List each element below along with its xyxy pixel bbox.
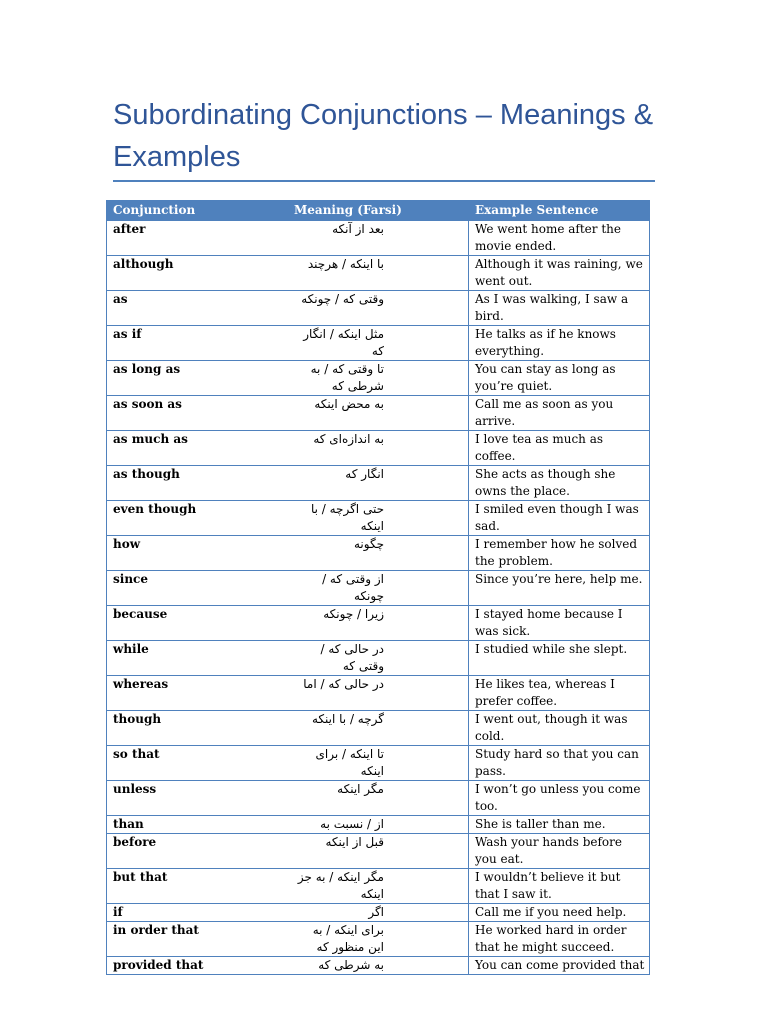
meaning-cell: با اینکه / هرچند — [288, 256, 469, 291]
page-title: Subordinating Conjunctions – Meanings & Examples — [113, 99, 654, 173]
table-row — [107, 834, 650, 869]
table-row — [107, 361, 650, 396]
meaning-cell: تا اینکه / برای اینکه — [288, 746, 469, 781]
example-cell: Study hard so that you can pass. — [469, 746, 650, 781]
table-row — [107, 922, 650, 957]
conjunction-cell: because — [107, 606, 288, 641]
conjunction-cell: than — [107, 816, 288, 834]
example-cell: He likes tea, whereas I prefer coffee. — [469, 676, 650, 711]
example-cell: I remember how he solved the problem. — [469, 536, 650, 571]
table-row — [107, 536, 650, 571]
meaning-cell: حتی اگرچه / با اینکه — [288, 501, 469, 536]
example-cell: I love tea as much as coffee. — [469, 431, 650, 466]
table-row — [107, 431, 650, 466]
example-cell: I won’t go unless you come too. — [469, 781, 650, 816]
example-cell: Wash your hands before you eat. — [469, 834, 650, 869]
meaning-cell: زیرا / چونکه — [288, 606, 469, 641]
header-meaning: Meaning (Farsi) — [288, 201, 469, 221]
header-conjunction: Conjunction — [107, 201, 288, 221]
meaning-cell: در حالی که / اما — [288, 676, 469, 711]
conjunction-cell: since — [107, 571, 288, 606]
meaning-cell: به محض اینکه — [288, 396, 469, 431]
example-cell: Call me as soon as you arrive. — [469, 396, 650, 431]
table-row — [107, 466, 650, 501]
example-cell: I went out, though it was cold. — [469, 711, 650, 746]
conjunction-cell: as soon as — [107, 396, 288, 431]
conjunction-cell: after — [107, 221, 288, 256]
conjunction-cell: before — [107, 834, 288, 869]
table-row — [107, 676, 650, 711]
table-header-row — [107, 201, 650, 221]
conjunction-cell: as — [107, 291, 288, 326]
example-cell: You can stay as long as you’re quiet. — [469, 361, 650, 396]
meaning-cell: اگر — [288, 904, 469, 922]
conjunction-cell: as much as — [107, 431, 288, 466]
meaning-cell: مگر اینکه — [288, 781, 469, 816]
meaning-cell: در حالی که / وقتی که — [288, 641, 469, 676]
table-row — [107, 571, 650, 606]
example-cell: I wouldn’t believe it but that I saw it. — [469, 869, 650, 904]
table-row — [107, 396, 650, 431]
table-row — [107, 869, 650, 904]
table-row — [107, 326, 650, 361]
example-cell: Although it was raining, we went out. — [469, 256, 650, 291]
table-row — [107, 501, 650, 536]
header-example: Example Sentence — [469, 201, 650, 221]
conjunction-cell: even though — [107, 501, 288, 536]
example-cell: She acts as though she owns the place. — [469, 466, 650, 501]
meaning-cell: بعد از آنکه — [288, 221, 469, 256]
example-cell: Since you’re here, help me. — [469, 571, 650, 606]
example-cell: I stayed home because I was sick. — [469, 606, 650, 641]
example-cell: You can come provided that — [469, 957, 650, 975]
meaning-cell: مگر اینکه / به جز اینکه — [288, 869, 469, 904]
table-row — [107, 746, 650, 781]
table-row — [107, 711, 650, 746]
meaning-cell: انگار که — [288, 466, 469, 501]
conjunction-cell: in order that — [107, 922, 288, 957]
meaning-cell: برای اینکه / به این منظور که — [288, 922, 469, 957]
conjunction-cell: if — [107, 904, 288, 922]
example-cell: She is taller than me. — [469, 816, 650, 834]
example-cell: We went home after the movie ended. — [469, 221, 650, 256]
example-cell: Call me if you need help. — [469, 904, 650, 922]
example-cell: I studied while she slept. — [469, 641, 650, 676]
table-row — [107, 904, 650, 922]
conjunction-cell: as if — [107, 326, 288, 361]
table-row — [107, 816, 650, 834]
conjunction-cell: while — [107, 641, 288, 676]
conjunction-cell: as though — [107, 466, 288, 501]
table-body — [107, 221, 650, 975]
meaning-cell: از وقتی که / چونکه — [288, 571, 469, 606]
table-row — [107, 256, 650, 291]
table-row — [107, 781, 650, 816]
table-row — [107, 221, 650, 256]
conjunction-cell: unless — [107, 781, 288, 816]
conjunction-cell: whereas — [107, 676, 288, 711]
example-cell: He worked hard in order that he might succeed. — [469, 922, 650, 957]
meaning-cell: مثل اینکه / انگار که — [288, 326, 469, 361]
conjunction-cell: provided that — [107, 957, 288, 975]
meaning-cell: قبل از اینکه — [288, 834, 469, 869]
table-row — [107, 641, 650, 676]
table-row — [107, 606, 650, 641]
table-row — [107, 957, 650, 975]
example-cell: I smiled even though I was sad. — [469, 501, 650, 536]
example-cell: He talks as if he knows everything. — [469, 326, 650, 361]
conjunction-cell: but that — [107, 869, 288, 904]
conjunction-cell: as long as — [107, 361, 288, 396]
conjunction-cell: though — [107, 711, 288, 746]
table-row — [107, 291, 650, 326]
meaning-cell: گرچه / با اینکه — [288, 711, 469, 746]
conjunction-cell: although — [107, 256, 288, 291]
meaning-cell: تا وقتی که / به شرطی که — [288, 361, 469, 396]
title-divider — [113, 180, 655, 182]
conjunction-cell: so that — [107, 746, 288, 781]
conjunction-cell: how — [107, 536, 288, 571]
meaning-cell: به شرطی که — [288, 957, 469, 975]
meaning-cell: وقتی که / چونکه — [288, 291, 469, 326]
meaning-cell: به اندازه‌ای که — [288, 431, 469, 466]
meaning-cell: از / نسبت به — [288, 816, 469, 834]
conjunctions-table — [106, 200, 650, 975]
meaning-cell: چگونه — [288, 536, 469, 571]
example-cell: As I was walking, I saw a bird. — [469, 291, 650, 326]
